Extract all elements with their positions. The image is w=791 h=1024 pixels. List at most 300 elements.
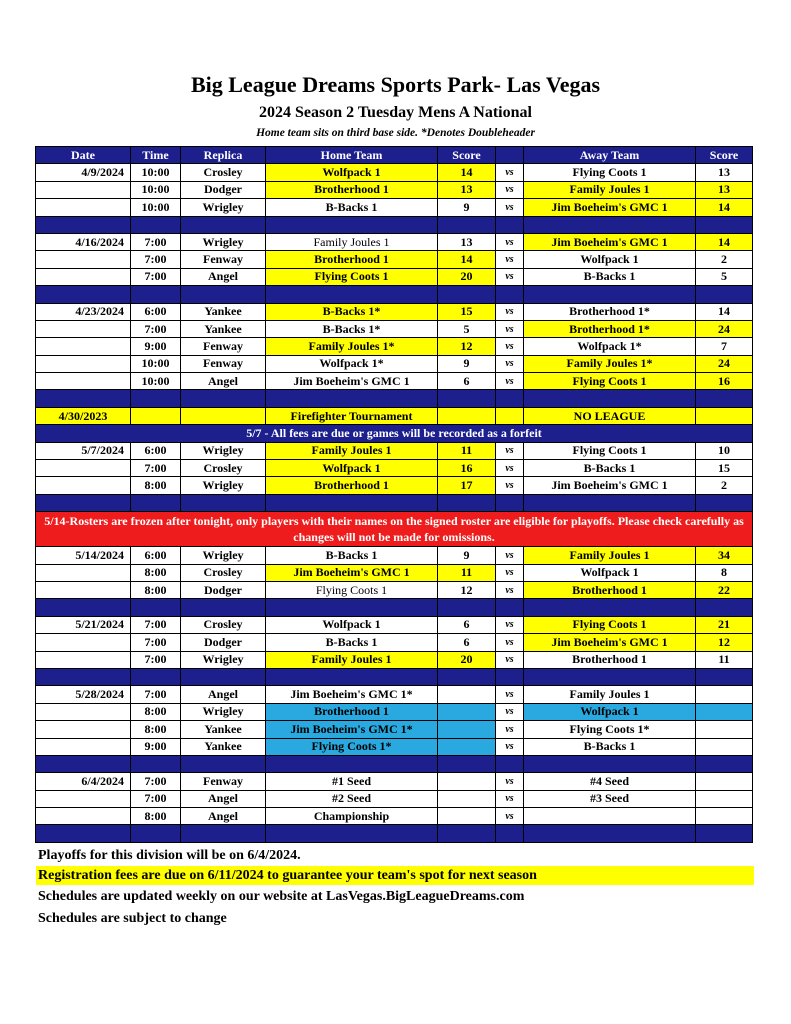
home-score-cell: 15 xyxy=(438,303,496,320)
registration-note: Registration fees are due on 6/11/2024 to guarantee your team's spot for next season xyxy=(36,866,754,885)
separator-cell xyxy=(524,668,696,685)
game-row xyxy=(36,808,753,825)
away-score-cell: 15 xyxy=(696,460,753,477)
separator-cell xyxy=(36,825,131,842)
time-cell: 10:00 xyxy=(131,373,181,390)
vs-cell: vs xyxy=(496,181,524,198)
vs-cell: vs xyxy=(496,460,524,477)
away-team-cell: Jim Boeheim's GMC 1 xyxy=(524,199,696,216)
away-team-cell: Flying Coots 1* xyxy=(524,721,696,738)
vs-cell: vs xyxy=(496,268,524,285)
time-cell: 6:00 xyxy=(131,547,181,564)
time-cell: 7:00 xyxy=(131,460,181,477)
change-note: Schedules are subject to change xyxy=(38,911,227,926)
date-cell xyxy=(36,808,131,825)
away-team-cell: Flying Coots 1 xyxy=(524,616,696,633)
away-score-cell: 12 xyxy=(696,634,753,651)
event-name-cell: Firefighter Tournament xyxy=(266,407,438,424)
replica-cell: Wrigley xyxy=(181,651,266,668)
game-row xyxy=(36,181,753,198)
away-team-cell: Brotherhood 1 xyxy=(524,651,696,668)
schedule-table xyxy=(35,146,753,843)
game-row xyxy=(36,581,753,598)
separator-cell xyxy=(131,755,181,772)
away-team-cell: Brotherhood 1* xyxy=(524,303,696,320)
roster-notice-row xyxy=(36,512,753,547)
date-cell xyxy=(36,738,131,755)
separator-cell xyxy=(266,755,438,772)
date-cell xyxy=(36,373,131,390)
home-team-cell: B-Backs 1 xyxy=(266,547,438,564)
vs-cell: vs xyxy=(496,564,524,581)
home-score-cell: 13 xyxy=(438,181,496,198)
vs-cell: vs xyxy=(496,233,524,250)
time-cell: 7:00 xyxy=(131,634,181,651)
home-team-cell: #1 Seed xyxy=(266,773,438,790)
date-cell xyxy=(36,564,131,581)
away-score-cell: 10 xyxy=(696,442,753,459)
home-score-cell xyxy=(438,703,496,720)
game-row xyxy=(36,703,753,720)
date-cell xyxy=(36,703,131,720)
game-row xyxy=(36,251,753,268)
separator-cell xyxy=(266,825,438,842)
home-team-cell: Wolfpack 1 xyxy=(266,460,438,477)
time-cell: 8:00 xyxy=(131,703,181,720)
away-score-cell xyxy=(696,686,753,703)
date-cell: 6/4/2024 xyxy=(36,773,131,790)
schedule-body xyxy=(36,164,753,842)
time-cell: 7:00 xyxy=(131,651,181,668)
col-header-away-team: Away Team xyxy=(524,147,696,164)
page-subtitle: 2024 Season 2 Tuesday Mens A National xyxy=(259,104,532,121)
replica-cell: Angel xyxy=(181,686,266,703)
away-score-cell: 7 xyxy=(696,338,753,355)
date-cell: 5/14/2024 xyxy=(36,547,131,564)
time-cell: 7:00 xyxy=(131,790,181,807)
home-team-cell: B-Backs 1* xyxy=(266,303,438,320)
separator-cell xyxy=(131,668,181,685)
home-score-cell: 6 xyxy=(438,373,496,390)
separator-cell xyxy=(696,599,753,616)
away-team-cell: Jim Boeheim's GMC 1 xyxy=(524,634,696,651)
date-cell: 4/16/2024 xyxy=(36,233,131,250)
separator-cell xyxy=(696,216,753,233)
replica-cell: Crosley xyxy=(181,164,266,181)
replica-cell: Crosley xyxy=(181,564,266,581)
separator-row xyxy=(36,216,753,233)
time-cell: 8:00 xyxy=(131,808,181,825)
away-team-cell: Wolfpack 1* xyxy=(524,338,696,355)
home-score-cell xyxy=(438,808,496,825)
vs-cell: vs xyxy=(496,790,524,807)
col-header-date: Date xyxy=(36,147,131,164)
separator-cell xyxy=(36,286,131,303)
game-row xyxy=(36,564,753,581)
separator-cell xyxy=(524,599,696,616)
home-score-cell xyxy=(438,721,496,738)
date-cell: 5/28/2024 xyxy=(36,686,131,703)
replica-cell xyxy=(181,407,266,424)
away-team-cell xyxy=(524,808,696,825)
replica-cell: Yankee xyxy=(181,320,266,337)
separator-cell xyxy=(524,755,696,772)
separator-row xyxy=(36,286,753,303)
separator-cell xyxy=(36,216,131,233)
separator-cell xyxy=(266,599,438,616)
game-row xyxy=(36,790,753,807)
replica-cell: Dodger xyxy=(181,181,266,198)
time-cell: 10:00 xyxy=(131,355,181,372)
game-row xyxy=(36,303,753,320)
separator-cell xyxy=(696,390,753,407)
separator-cell xyxy=(131,286,181,303)
home-team-cell: Jim Boeheim's GMC 1* xyxy=(266,721,438,738)
separator-cell xyxy=(438,599,496,616)
separator-cell xyxy=(36,755,131,772)
vs-cell: vs xyxy=(496,355,524,372)
time-cell xyxy=(131,407,181,424)
col-header-vs xyxy=(496,147,524,164)
away-score-cell: 14 xyxy=(696,199,753,216)
vs-cell: vs xyxy=(496,547,524,564)
separator-cell xyxy=(181,755,266,772)
separator-cell xyxy=(438,494,496,511)
date-cell xyxy=(36,651,131,668)
away-team-cell: B-Backs 1 xyxy=(524,268,696,285)
vs-cell: vs xyxy=(496,581,524,598)
date-cell xyxy=(36,721,131,738)
separator-cell xyxy=(181,390,266,407)
separator-cell xyxy=(496,825,524,842)
vs-cell: vs xyxy=(496,686,524,703)
separator-cell xyxy=(438,216,496,233)
game-row xyxy=(36,547,753,564)
home-team-cell: Jim Boeheim's GMC 1 xyxy=(266,373,438,390)
vs-cell: vs xyxy=(496,303,524,320)
replica-cell: Crosley xyxy=(181,460,266,477)
home-team-cell: Flying Coots 1 xyxy=(266,268,438,285)
vs-cell: vs xyxy=(496,616,524,633)
time-cell: 7:00 xyxy=(131,616,181,633)
separator-cell xyxy=(181,494,266,511)
game-row xyxy=(36,442,753,459)
replica-cell: Fenway xyxy=(181,338,266,355)
event-row xyxy=(36,407,753,424)
home-score-cell: 6 xyxy=(438,634,496,651)
replica-cell: Wrigley xyxy=(181,703,266,720)
away-score-cell xyxy=(696,790,753,807)
away-team-cell: Brotherhood 1* xyxy=(524,320,696,337)
home-score-cell: 17 xyxy=(438,477,496,494)
home-team-cell: #2 Seed xyxy=(266,790,438,807)
time-cell: 7:00 xyxy=(131,268,181,285)
away-score-cell: 13 xyxy=(696,164,753,181)
home-score-cell xyxy=(438,790,496,807)
home-score-cell: 11 xyxy=(438,564,496,581)
away-score-cell: 22 xyxy=(696,581,753,598)
replica-cell: Dodger xyxy=(181,581,266,598)
notice-text: 5/14-Rosters are frozen after tonight, only players with their names on the signed roster are eligible for playoffs. Please check carefully as changes will not be made for omissions. xyxy=(36,512,753,547)
home-team-cell: Family Joules 1 xyxy=(266,442,438,459)
away-score-cell: 5 xyxy=(696,268,753,285)
separator-cell xyxy=(496,390,524,407)
col-header-home-score: Score xyxy=(438,147,496,164)
separator-cell xyxy=(266,216,438,233)
vs-cell: vs xyxy=(496,773,524,790)
replica-cell: Yankee xyxy=(181,303,266,320)
vs-cell xyxy=(496,407,524,424)
away-team-cell: Flying Coots 1 xyxy=(524,164,696,181)
home-score-cell: 16 xyxy=(438,460,496,477)
date-cell xyxy=(36,460,131,477)
time-cell: 10:00 xyxy=(131,181,181,198)
date-cell: 5/21/2024 xyxy=(36,616,131,633)
away-team-cell: Brotherhood 1 xyxy=(524,581,696,598)
date-cell xyxy=(36,251,131,268)
separator-cell xyxy=(696,825,753,842)
vs-cell: vs xyxy=(496,320,524,337)
home-score-cell xyxy=(438,407,496,424)
time-cell: 7:00 xyxy=(131,773,181,790)
away-score-cell: 21 xyxy=(696,616,753,633)
time-cell: 7:00 xyxy=(131,251,181,268)
away-team-cell: Jim Boeheim's GMC 1 xyxy=(524,477,696,494)
date-cell xyxy=(36,581,131,598)
schedule-note: Home team sits on third base side. *Denotes Doubleheader xyxy=(256,127,535,139)
separator-cell xyxy=(36,668,131,685)
away-score-cell: 24 xyxy=(696,320,753,337)
time-cell: 9:00 xyxy=(131,738,181,755)
date-cell xyxy=(36,199,131,216)
away-team-cell: Flying Coots 1 xyxy=(524,373,696,390)
home-team-cell: Championship xyxy=(266,808,438,825)
home-team-cell: Family Joules 1* xyxy=(266,338,438,355)
separator-cell xyxy=(524,286,696,303)
time-cell: 9:00 xyxy=(131,338,181,355)
away-team-cell: Family Joules 1 xyxy=(524,181,696,198)
replica-cell: Wrigley xyxy=(181,547,266,564)
time-cell: 7:00 xyxy=(131,233,181,250)
game-row xyxy=(36,738,753,755)
home-score-cell: 12 xyxy=(438,338,496,355)
home-score-cell xyxy=(438,738,496,755)
date-cell xyxy=(36,477,131,494)
away-score-cell: 14 xyxy=(696,233,753,250)
home-score-cell xyxy=(438,686,496,703)
replica-cell: Wrigley xyxy=(181,199,266,216)
home-score-cell: 12 xyxy=(438,581,496,598)
col-header-home-team: Home Team xyxy=(266,147,438,164)
game-row xyxy=(36,268,753,285)
separator-cell xyxy=(181,599,266,616)
replica-cell: Wrigley xyxy=(181,233,266,250)
away-team-cell: Wolfpack 1 xyxy=(524,251,696,268)
home-team-cell: Jim Boeheim's GMC 1* xyxy=(266,686,438,703)
separator-cell xyxy=(524,494,696,511)
date-cell: 4/30/2023 xyxy=(36,407,131,424)
home-team-cell: Family Joules 1 xyxy=(266,233,438,250)
replica-cell: Angel xyxy=(181,790,266,807)
away-score-cell xyxy=(696,738,753,755)
home-score-cell: 9 xyxy=(438,547,496,564)
separator-cell xyxy=(131,216,181,233)
home-score-cell: 9 xyxy=(438,355,496,372)
game-row xyxy=(36,373,753,390)
game-row xyxy=(36,164,753,181)
vs-cell: vs xyxy=(496,199,524,216)
separator-cell xyxy=(524,216,696,233)
game-row xyxy=(36,233,753,250)
home-score-cell: 14 xyxy=(438,251,496,268)
separator-cell xyxy=(266,494,438,511)
replica-cell: Wrigley xyxy=(181,477,266,494)
away-team-cell: Wolfpack 1 xyxy=(524,564,696,581)
table-header-row xyxy=(36,147,753,164)
separator-cell xyxy=(696,286,753,303)
vs-cell: vs xyxy=(496,338,524,355)
vs-cell: vs xyxy=(496,634,524,651)
separator-cell xyxy=(36,494,131,511)
time-cell: 7:00 xyxy=(131,686,181,703)
time-cell: 8:00 xyxy=(131,581,181,598)
replica-cell: Fenway xyxy=(181,251,266,268)
away-score-cell: 8 xyxy=(696,564,753,581)
vs-cell: vs xyxy=(496,738,524,755)
website-note: Schedules are updated weekly on our website at LasVegas.BigLeagueDreams.com xyxy=(38,889,525,904)
separator-cell xyxy=(438,390,496,407)
fees-notice-row xyxy=(36,425,753,442)
replica-cell: Crosley xyxy=(181,616,266,633)
date-cell xyxy=(36,181,131,198)
date-cell: 4/9/2024 xyxy=(36,164,131,181)
separator-cell xyxy=(524,825,696,842)
game-row xyxy=(36,338,753,355)
away-score-cell: 14 xyxy=(696,303,753,320)
replica-cell: Yankee xyxy=(181,738,266,755)
playoffs-note: Playoffs for this division will be on 6/4/2024. xyxy=(38,848,301,863)
game-row xyxy=(36,721,753,738)
game-row xyxy=(36,320,753,337)
separator-cell xyxy=(181,825,266,842)
time-cell: 8:00 xyxy=(131,477,181,494)
home-team-cell: Wolfpack 1 xyxy=(266,616,438,633)
separator-cell xyxy=(438,286,496,303)
date-cell xyxy=(36,338,131,355)
vs-cell: vs xyxy=(496,373,524,390)
home-score-cell: 20 xyxy=(438,651,496,668)
home-score-cell: 9 xyxy=(438,199,496,216)
replica-cell: Fenway xyxy=(181,773,266,790)
home-team-cell: Brotherhood 1 xyxy=(266,477,438,494)
home-score-cell: 20 xyxy=(438,268,496,285)
away-score-cell xyxy=(696,808,753,825)
away-team-cell: Jim Boeheim's GMC 1 xyxy=(524,233,696,250)
time-cell: 10:00 xyxy=(131,164,181,181)
date-cell xyxy=(36,355,131,372)
separator-cell xyxy=(696,668,753,685)
away-team-cell: B-Backs 1 xyxy=(524,460,696,477)
separator-cell xyxy=(496,668,524,685)
separator-cell xyxy=(696,755,753,772)
vs-cell: vs xyxy=(496,477,524,494)
separator-cell xyxy=(496,755,524,772)
time-cell: 7:00 xyxy=(131,320,181,337)
away-score-cell: 16 xyxy=(696,373,753,390)
separator-cell xyxy=(131,599,181,616)
away-team-cell: #3 Seed xyxy=(524,790,696,807)
replica-cell: Dodger xyxy=(181,634,266,651)
separator-cell xyxy=(266,668,438,685)
time-cell: 6:00 xyxy=(131,442,181,459)
home-team-cell: Wolfpack 1* xyxy=(266,355,438,372)
separator-cell xyxy=(266,286,438,303)
separator-cell xyxy=(438,755,496,772)
separator-cell xyxy=(496,599,524,616)
home-team-cell: Jim Boeheim's GMC 1 xyxy=(266,564,438,581)
away-score-cell xyxy=(696,407,753,424)
separator-row xyxy=(36,494,753,511)
separator-cell xyxy=(496,216,524,233)
away-team-cell: Family Joules 1 xyxy=(524,686,696,703)
home-team-cell: B-Backs 1 xyxy=(266,199,438,216)
separator-cell xyxy=(131,825,181,842)
separator-cell xyxy=(524,390,696,407)
date-cell: 5/7/2024 xyxy=(36,442,131,459)
away-team-cell: Wolfpack 1 xyxy=(524,703,696,720)
separator-cell xyxy=(181,286,266,303)
home-team-cell: B-Backs 1 xyxy=(266,634,438,651)
vs-cell: vs xyxy=(496,703,524,720)
separator-cell xyxy=(131,494,181,511)
game-row xyxy=(36,634,753,651)
time-cell: 6:00 xyxy=(131,303,181,320)
away-score-cell: 24 xyxy=(696,355,753,372)
notice-text: 5/7 - All fees are due or games will be recorded as a forfeit xyxy=(36,425,753,442)
game-row xyxy=(36,460,753,477)
away-team-cell: #4 Seed xyxy=(524,773,696,790)
separator-row xyxy=(36,825,753,842)
away-score-cell: 34 xyxy=(696,547,753,564)
date-cell: 4/23/2024 xyxy=(36,303,131,320)
away-team-cell: Family Joules 1 xyxy=(524,547,696,564)
home-score-cell: 11 xyxy=(438,442,496,459)
separator-cell xyxy=(131,390,181,407)
away-score-cell: 2 xyxy=(696,251,753,268)
home-score-cell: 5 xyxy=(438,320,496,337)
page-title: Big League Dreams Sports Park- Las Vegas xyxy=(190,72,601,97)
away-score-cell: 2 xyxy=(696,477,753,494)
separator-cell xyxy=(696,494,753,511)
separator-cell xyxy=(36,599,131,616)
col-header-time: Time xyxy=(131,147,181,164)
separator-cell xyxy=(496,494,524,511)
away-team-cell: B-Backs 1 xyxy=(524,738,696,755)
time-cell: 8:00 xyxy=(131,721,181,738)
game-row xyxy=(36,477,753,494)
separator-cell xyxy=(36,390,131,407)
replica-cell: Fenway xyxy=(181,355,266,372)
separator-cell xyxy=(438,668,496,685)
game-row xyxy=(36,686,753,703)
game-row xyxy=(36,773,753,790)
home-score-cell: 14 xyxy=(438,164,496,181)
separator-cell xyxy=(438,825,496,842)
separator-row xyxy=(36,390,753,407)
game-row xyxy=(36,199,753,216)
separator-row xyxy=(36,668,753,685)
col-header-replica: Replica xyxy=(181,147,266,164)
